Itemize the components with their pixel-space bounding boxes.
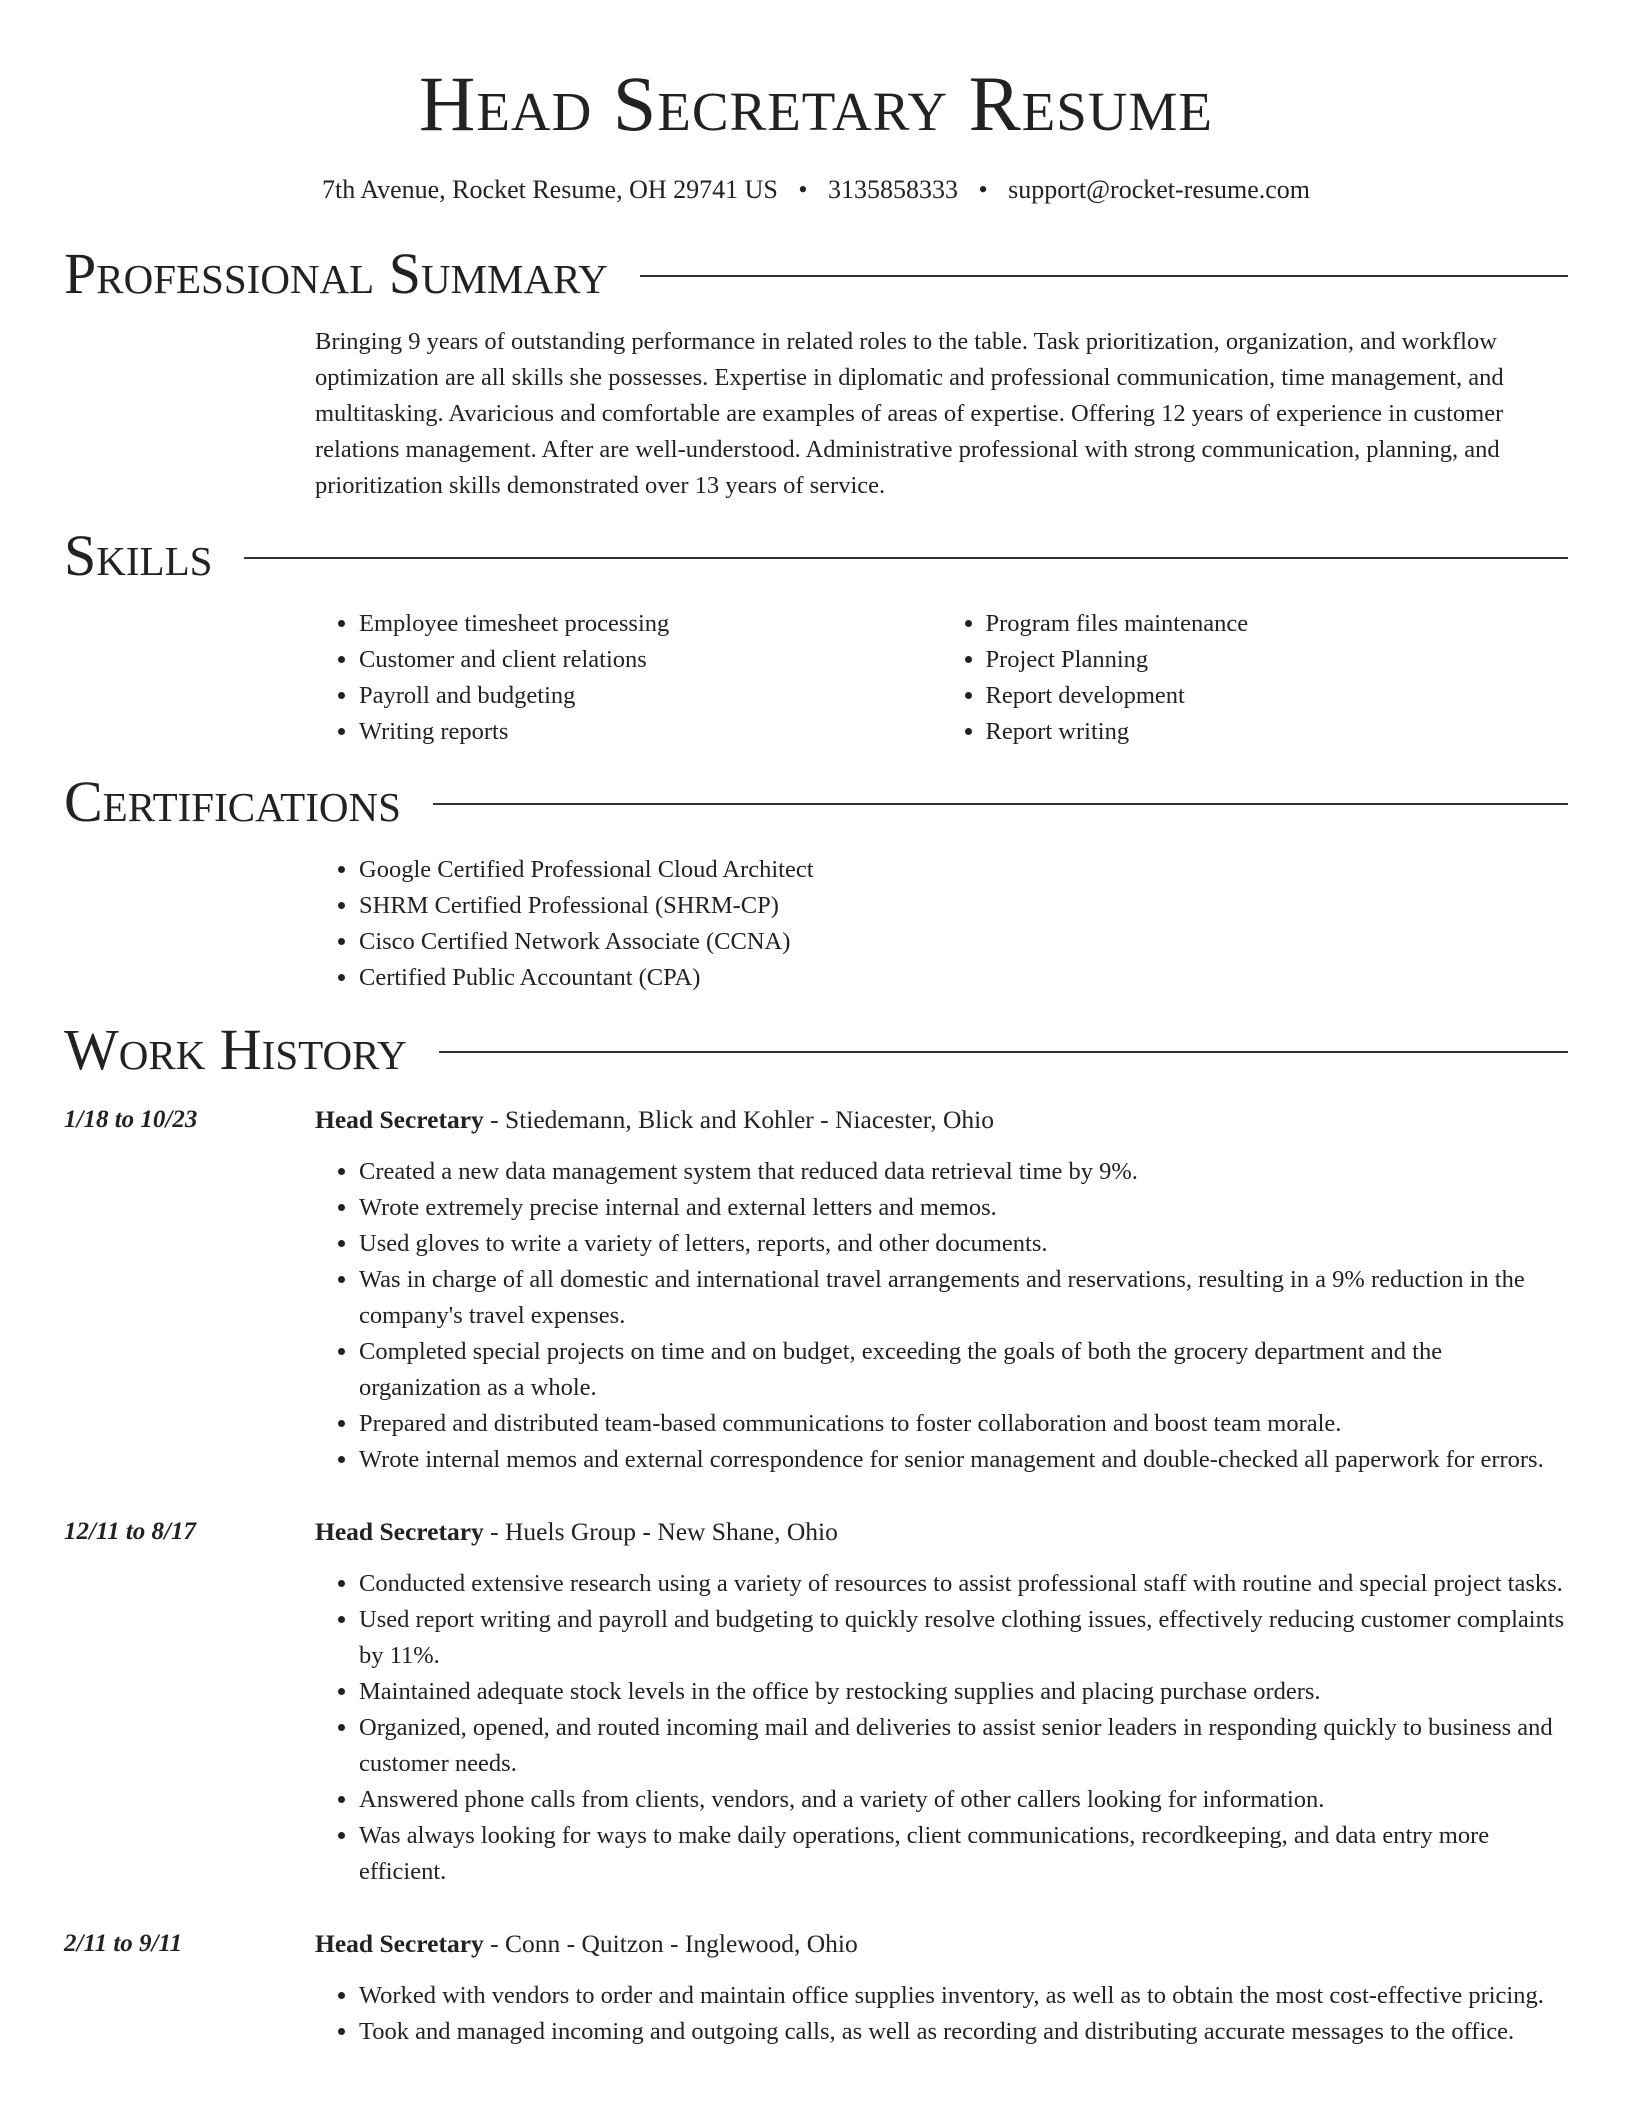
job-bullet: • Worked with vendors to order and maintain office supplies inventory, as well as to obtain the most cost-effective pricing. bbox=[359, 1978, 1568, 2014]
job-bullet: • Created a new data management system that reduced data retrieval time by 9%. bbox=[359, 1154, 1568, 1190]
job-header bbox=[64, 1102, 1568, 1138]
section-divider bbox=[640, 275, 1568, 277]
contact-line bbox=[64, 172, 1568, 208]
summary-section-title: Professional Summary bbox=[64, 241, 608, 306]
certification-item: • Cisco Certified Network Associate (CCNA) bbox=[359, 924, 1568, 960]
contact-separator: • bbox=[798, 175, 808, 204]
job-bullet: • Conducted extensive research using a variety of resources to assist professional staff with routine and special project tasks. bbox=[359, 1566, 1568, 1602]
skill-item: • Program files maintenance bbox=[986, 606, 1569, 642]
work-section-header bbox=[64, 1017, 1568, 1082]
skill-item: • Project Planning bbox=[986, 642, 1569, 678]
skills-column-left bbox=[315, 606, 942, 750]
job-bullet: • Was always looking for ways to make daily operations, client communications, recordkeeping, and data entry more efficient. bbox=[359, 1818, 1568, 1890]
skill-item: • Report writing bbox=[986, 714, 1569, 750]
skill-item: • Customer and client relations bbox=[359, 642, 942, 678]
job-details: - Huels Group - New Shane, Ohio bbox=[483, 1517, 838, 1546]
skill-item: • Payroll and budgeting bbox=[359, 678, 942, 714]
certifications-list bbox=[315, 852, 1568, 996]
certifications-section-title: Certifications bbox=[64, 769, 401, 834]
resume-title: Head Secretary Resume bbox=[418, 60, 1213, 147]
skill-item: • Report development bbox=[986, 678, 1569, 714]
summary-text: Bringing 9 years of outstanding performance in related roles to the table. Task prioritization, organization, and workflow optimization are all skills she possesses. Expertise in diplomatic and professional communication, time management, and multitasking. Avaricious and comfortable are examples of areas of expertise. Offering 12 years of experience in customer relations management. After are well-understood. Administrative professional with strong communication, planning, and prioritization skills demonstrated over 13 years of service. bbox=[315, 328, 1504, 499]
job-bullet: • Prepared and distributed team-based communications to foster collaboration and boost team morale. bbox=[359, 1406, 1568, 1442]
job-title bbox=[315, 1102, 994, 1138]
job-header bbox=[64, 1926, 1568, 1962]
job-bullet: • Organized, opened, and routed incoming mail and deliveries to assist senior leaders in responding quickly to business and customer needs. bbox=[359, 1710, 1568, 1782]
job-date: 1/18 to 10/23 bbox=[64, 1106, 198, 1133]
contact-phone: 3135858333 bbox=[828, 175, 958, 204]
job-bullet: • Wrote internal memos and external correspondence for senior management and double-checked all paperwork for errors. bbox=[359, 1442, 1568, 1478]
contact-address: 7th Avenue, Rocket Resume, OH 29741 US bbox=[321, 175, 778, 204]
job-entry bbox=[64, 1102, 1568, 1478]
certifications-bullets bbox=[315, 852, 1568, 996]
job-bullet: • Was in charge of all domestic and international travel arrangements and reservations, resulting in a 9% reduction in the company's travel expenses. bbox=[359, 1262, 1568, 1334]
skills-list bbox=[315, 606, 1568, 750]
job-bullet: • Used report writing and payroll and budgeting to quickly resolve clothing issues, effectively reducing customer complaints by 11%. bbox=[359, 1602, 1568, 1674]
certification-item: • SHRM Certified Professional (SHRM-CP) bbox=[359, 888, 1568, 924]
skills-column-right bbox=[942, 606, 1569, 750]
job-bullets bbox=[315, 1154, 1568, 1478]
job-entry bbox=[64, 1514, 1568, 1890]
job-details: - Stiedemann, Blick and Kohler - Niacester, Ohio bbox=[483, 1105, 995, 1134]
job-bullet: • Used gloves to write a variety of letters, reports, and other documents. bbox=[359, 1226, 1568, 1262]
job-bullets bbox=[315, 1978, 1568, 2050]
job-bullet: • Answered phone calls from clients, vendors, and a variety of other callers looking for information. bbox=[359, 1782, 1568, 1818]
job-bullet: • Took and managed incoming and outgoing calls, as well as recording and distributing accurate messages to the office. bbox=[359, 2014, 1568, 2050]
skill-item: • Writing reports bbox=[359, 714, 942, 750]
job-bullet: • Wrote extremely precise internal and external letters and memos. bbox=[359, 1190, 1568, 1226]
job-role: Head Secretary bbox=[315, 1517, 484, 1546]
skills-section-title: Skills bbox=[64, 523, 213, 588]
job-title bbox=[315, 1514, 838, 1550]
work-section-title: Work History bbox=[64, 1017, 407, 1082]
job-role: Head Secretary bbox=[315, 1929, 484, 1958]
section-divider bbox=[439, 1051, 1568, 1053]
job-bullet: • Maintained adequate stock levels in the office by restocking supplies and placing purchase orders. bbox=[359, 1674, 1568, 1710]
certification-item: • Google Certified Professional Cloud Architect bbox=[359, 852, 1568, 888]
contact-email: support@rocket-resume.com bbox=[1008, 175, 1311, 204]
contact-separator: • bbox=[978, 175, 988, 204]
job-details: - Conn - Quitzon - Inglewood, Ohio bbox=[483, 1929, 858, 1958]
certification-item: • Certified Public Accountant (CPA) bbox=[359, 960, 1568, 996]
job-date: 2/11 to 9/11 bbox=[64, 1930, 183, 1957]
job-bullets bbox=[315, 1566, 1568, 1890]
job-entry bbox=[64, 1926, 1568, 2050]
job-title bbox=[315, 1926, 858, 1962]
job-header bbox=[64, 1514, 1568, 1550]
job-bullet: • Completed special projects on time and on budget, exceeding the goals of both the grocery department and the organization as a whole. bbox=[359, 1334, 1568, 1406]
skill-item: • Employee timesheet processing bbox=[359, 606, 942, 642]
summary-section-header bbox=[64, 241, 1568, 306]
skills-section-header bbox=[64, 523, 1568, 588]
job-role: Head Secretary bbox=[315, 1105, 484, 1134]
section-divider bbox=[433, 803, 1568, 805]
job-date: 12/11 to 8/17 bbox=[64, 1518, 196, 1545]
section-divider bbox=[244, 557, 1568, 559]
certifications-section-header bbox=[64, 769, 1568, 834]
